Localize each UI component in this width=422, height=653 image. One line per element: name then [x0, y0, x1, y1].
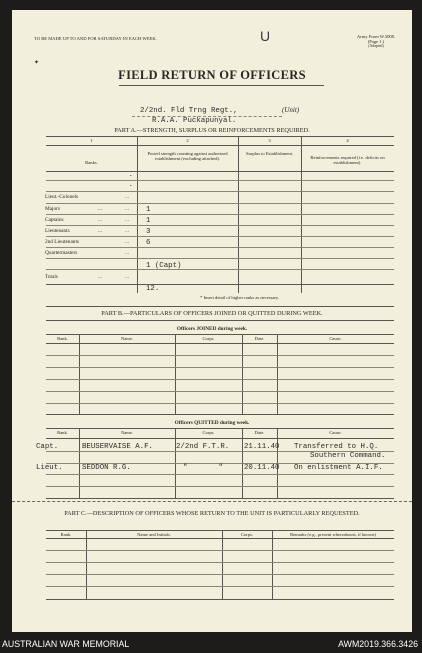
row-rule: [46, 474, 394, 475]
part-a-heading: PART A.—STRENGTH, SURPLUS OR REINFORCEMENTS REQUIRED.: [114, 127, 310, 134]
row-rule: [46, 247, 394, 248]
value-lieutenants: 3: [146, 228, 151, 236]
rank-2nd-lieutenants: 2nd Lieutenants: [45, 239, 79, 245]
quitted-row-2-corps: " ": [183, 464, 223, 472]
part-c-vrule: [272, 530, 273, 600]
part-c-col-corps: Corps.: [240, 532, 254, 537]
quitted-bottom-rule: [46, 498, 394, 499]
joined-vrule: [79, 334, 80, 414]
page-title: FIELD RETURN OF OFFICERS: [118, 68, 306, 82]
col-header-surplus: Surplus to Establishment.: [245, 151, 294, 156]
joined-col-date: Date.: [254, 336, 265, 341]
joined-header-rule: [46, 343, 394, 344]
value-captains: 1: [146, 217, 151, 225]
rank-quartermasters: Quartermasters: [45, 250, 78, 256]
bullet-2: •: [130, 183, 132, 188]
part-a-header-rule: [46, 171, 394, 172]
col-number-1: 1: [90, 138, 93, 143]
rank-captains: Captains: [45, 217, 64, 223]
part-b-heading: PART B.—PARTICULARS OF OFFICERS JOINED OR QUITTED DURING WEEK.: [101, 310, 323, 317]
totals-value: 12.: [146, 285, 160, 293]
unit-label: (Unit): [282, 106, 300, 114]
part-c-col-remarks: Remarks (e.g., present whereabouts, if known): [290, 532, 376, 537]
row-rule: [46, 236, 394, 237]
punch-mark: ✦: [34, 60, 40, 66]
dots: ...: [125, 217, 129, 223]
quitted-row-2-name: SEDDON R.G.: [82, 464, 131, 472]
part-c-vrule: [222, 530, 223, 600]
row-rule: [46, 391, 394, 392]
joined-vrule: [277, 334, 278, 414]
quitted-title: Officers QUITTED during week.: [174, 420, 250, 426]
unit-line-2: R.A.A. Puckapunyal.: [152, 117, 237, 125]
dots: ...: [125, 228, 129, 234]
dots: ...: [125, 239, 129, 245]
handwritten-mark: U: [260, 28, 271, 44]
joined-col-corps: Corps.: [202, 336, 215, 341]
value-2nd-lieutenants: 6: [146, 239, 151, 247]
row-rule: [46, 191, 394, 192]
footer-credit: AUSTRALIAN WAR MEMORIAL: [2, 639, 130, 649]
part-a-top-rule: [46, 136, 394, 137]
col-number-3: 3: [268, 138, 271, 143]
quitted-col-name: Name.: [120, 430, 134, 435]
part-c-top-rule: [46, 530, 394, 531]
row-rule: [46, 258, 394, 259]
quitted-col-cause: Cause.: [329, 430, 342, 435]
row-rule: [46, 403, 394, 404]
joined-vrule: [242, 334, 243, 414]
form-sheet: [12, 10, 412, 632]
row-rule: [46, 269, 394, 270]
dots: ...: [125, 194, 129, 200]
quitted-row-2-date: 20.11.40: [244, 464, 280, 472]
dots: ...: [125, 250, 129, 256]
dots: ...: [98, 228, 102, 234]
part-c-vrule: [86, 530, 87, 600]
row-rule: [46, 562, 394, 563]
col-number-4: 4: [346, 138, 349, 143]
joined-col-name: Name.: [120, 336, 134, 341]
part-c-col-rank: Rank.: [60, 532, 72, 537]
row-rule: [46, 574, 394, 575]
quitted-row-1-cause-cont: Southern Command.: [310, 452, 386, 460]
header-instruction: TO BE MADE UP TO AND FOR SATURDAY IN EACH WEEK.: [34, 36, 157, 41]
part-c-bottom-rule: [46, 599, 394, 600]
bullet-1: •: [130, 173, 132, 178]
rank-lieut-colonels: Lieut.-Colonels: [45, 194, 79, 200]
quitted-row-1-name: BEUSERVAISE A.F.: [82, 443, 153, 451]
quitted-col-rank: Rank.: [57, 430, 68, 435]
joined-top-rule: [46, 334, 394, 335]
part-b-heading-rule: [46, 320, 394, 321]
dots: ...: [98, 206, 102, 212]
part-c-heading: PART C.—DESCRIPTION OF OFFICERS WHOSE RETURN TO THE UNIT IS PARTICULARLY REQUESTED.: [64, 510, 360, 517]
row-rule: [46, 203, 394, 204]
form-number-block: [346, 34, 406, 49]
row-rule: [46, 225, 394, 226]
part-a-number-rule: [46, 145, 394, 146]
quitted-row-1-rank: Capt.: [36, 443, 59, 451]
value-majors: 1: [146, 206, 151, 214]
perforation-line: [12, 501, 412, 502]
quitted-row-2-rank: Lieut.: [36, 464, 63, 472]
row-rule: [46, 355, 394, 356]
rank-majors: Majors: [45, 206, 61, 212]
quitted-top-rule: [46, 428, 394, 429]
col-header-ranks: Ranks.: [85, 160, 98, 165]
form-adapted: (Adapted): [368, 44, 384, 48]
quitted-row-1-cause: Transferred to H.Q.: [294, 443, 379, 451]
quitted-col-corps: Corps.: [202, 430, 215, 435]
row-rule: [46, 180, 394, 181]
footer-accession: AWM2019.366.3426: [338, 639, 418, 649]
part-b-top-rule: [46, 306, 394, 307]
col-header-reinf: Reinforcements required (i.e. deficits on establishment).: [310, 155, 385, 165]
part-c-header-rule: [46, 538, 394, 539]
part-c-col-name: Name and Initials.: [137, 532, 171, 537]
totals-rule: [46, 284, 394, 285]
quitted-col-date: Date.: [254, 430, 265, 435]
joined-col-rank: Rank.: [57, 336, 68, 341]
part-a-footnote: * Insert detail of higher ranks as necessary.: [200, 295, 280, 300]
quitted-row-1-date: 21.11.40: [244, 443, 280, 451]
joined-col-cause: Cause.: [329, 336, 342, 341]
rank-lieutenants: Lieutenants: [45, 228, 70, 234]
dots: ...: [98, 217, 102, 223]
quitted-header-rule: [46, 438, 394, 439]
form-page: (Page 1.): [367, 39, 385, 44]
row-rule: [46, 214, 394, 215]
row-rule: [46, 486, 394, 487]
unit-line-1: 2/2nd. Fld Trng Regt.,: [140, 107, 238, 115]
joined-vrule: [175, 334, 176, 414]
row-rule: [46, 550, 394, 551]
value-quartermasters: 1 (Capt): [146, 262, 182, 270]
dots: ...: [125, 274, 129, 280]
joined-title: Officers JOINED during week.: [176, 326, 248, 332]
totals-label: Totals: [45, 274, 58, 280]
row-rule: [46, 367, 394, 368]
row-rule: [46, 451, 394, 452]
col-header-posted: Posted strength counting against authorized establishment (excluding attached).: [147, 151, 228, 161]
row-rule: [46, 586, 394, 587]
row-rule: [46, 379, 394, 380]
dots: ...: [125, 206, 129, 212]
dots: ...: [98, 274, 102, 280]
col-number-2: 2: [186, 138, 189, 143]
form-number: Army Form W.3008.: [356, 34, 396, 39]
quitted-row-2-cause: On enlistment A.I.F.: [294, 464, 383, 472]
joined-bottom-rule: [46, 414, 394, 415]
title-underline: [119, 85, 324, 86]
quitted-row-1-corps: 2/2nd F.T.R.: [176, 443, 230, 451]
